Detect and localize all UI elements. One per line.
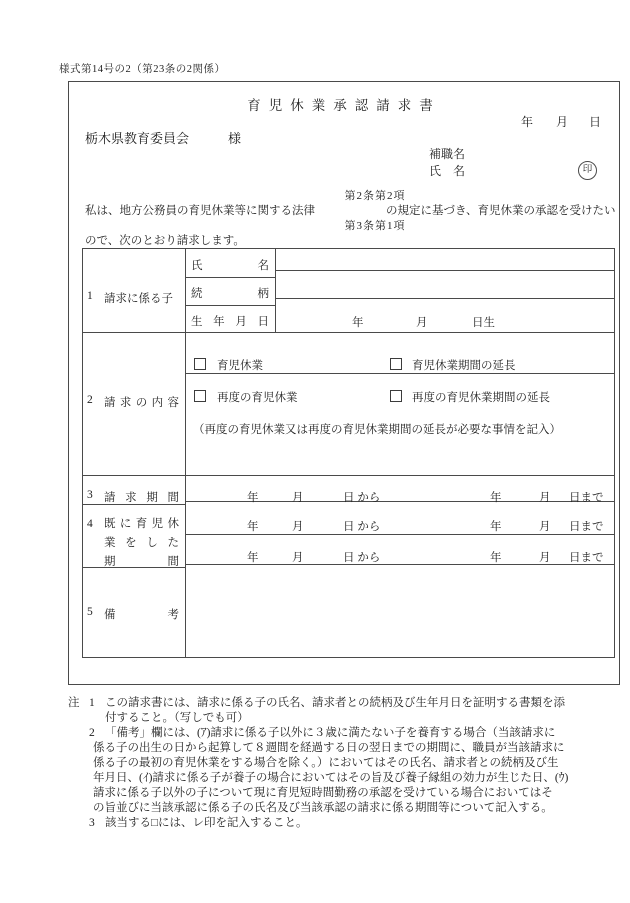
row1-label-text: 請求に係る子 (104, 293, 173, 305)
note-marker: 注 (68, 697, 80, 709)
birth-year-label: 年 (352, 317, 364, 329)
checkbox-second-extension[interactable] (390, 390, 402, 402)
rule-line (83, 332, 614, 333)
past-period1-year-to: 年 (490, 521, 502, 533)
past-period1-year-from: 年 (247, 521, 259, 533)
note2-number: 2 (89, 727, 95, 739)
intro-sentence-line2: ので、次のとおり請求します。 (85, 235, 245, 247)
birth-month-label: 月 (416, 317, 428, 329)
option-second-leave: 再度の育児休業 (217, 392, 298, 404)
past-period1-month-from: 月 (292, 521, 304, 533)
row5-label (87, 606, 179, 622)
intro-sentence-tail: の規定に基づき、育児休業の承認を受けたい (386, 205, 616, 217)
rule-line (185, 277, 275, 278)
rule-line (83, 475, 614, 476)
note3-number: 3 (89, 817, 95, 829)
position-title-label: 補職名 (429, 147, 466, 161)
rule-line (185, 305, 275, 306)
period-year-from: 年 (247, 492, 259, 504)
writing-line (275, 298, 614, 299)
note3-line1 (89, 814, 307, 830)
checkbox-leave-extension[interactable] (390, 358, 402, 370)
relationship-label: 続柄 (191, 288, 269, 300)
writing-line (185, 534, 614, 535)
period-day-to: 日まで (569, 492, 604, 504)
row4-label-line3: 期間 (104, 556, 179, 568)
rule-line (185, 373, 614, 374)
seal-stamp-icon: 印 (578, 161, 597, 180)
past-period2-month-to: 月 (539, 552, 551, 564)
row2-number: 2 (87, 394, 93, 406)
note1-line2: 付すること。（写しでも可） (105, 712, 249, 724)
note1-text1: この請求書には、請求に係る子の氏名、請求者との続柄及び生年月日を証明する書類を添 (105, 697, 565, 709)
request-table (82, 248, 615, 658)
note1-number: 1 (89, 697, 95, 709)
form-border-box (68, 81, 620, 685)
period-month-to: 月 (539, 492, 551, 504)
form-number: 様式第14号の2（第23条の2関係） (59, 64, 226, 75)
note2-line3: 係る子の最初の育児休業をする場合を除く。）においてはその氏名、請求者との続柄及び生 (93, 757, 559, 769)
row4-label-line2: 業をした (104, 537, 179, 549)
child-name-label: 氏名 (191, 260, 269, 272)
row3-number: 3 (87, 489, 93, 501)
note2-line4: 年月日、(ｲ)請求に係る子が養子の場合においてはその旨及び養子縁組の効力が生じた日、(ｳ) (93, 772, 569, 784)
option-childcare-leave: 育児休業 (217, 360, 263, 372)
intro-sentence-lead: 私は、地方公務員の育児休業等に関する法律 (85, 205, 315, 217)
birth-day-label: 日生 (472, 317, 495, 329)
header-date-month-label: 月 (556, 115, 569, 129)
note2-line6: の旨並びに当該承認に係る子の氏名及び当該承認の請求に係る期間等について記入する。 (93, 802, 553, 814)
past-period2-month-from: 月 (292, 552, 304, 564)
row1-number: 1 (87, 290, 93, 302)
row3-label-text: 請求期間 (104, 492, 179, 504)
row4-label-line1: 既に育児休 (104, 518, 179, 530)
past-period2-year-to: 年 (490, 552, 502, 564)
row2-label (87, 394, 179, 410)
past-period1-month-to: 月 (539, 521, 551, 533)
past-period2-day-from: 日 から (343, 552, 381, 564)
note1-line1 (68, 694, 565, 710)
row5-label-text: 備考 (104, 609, 179, 621)
writing-line (275, 270, 614, 271)
row4-label-text (104, 515, 179, 572)
addressee-honorific: 様 (228, 131, 242, 146)
addressee: 栃木県教育委員会 (85, 131, 190, 146)
law-clause-upper: 第2条第2項 (344, 190, 406, 202)
row4-number: 4 (87, 518, 93, 530)
note2-line1 (89, 724, 555, 740)
row2-label-text: 請求の内容 (104, 397, 179, 409)
applicant-name-label: 氏 名 (429, 164, 466, 178)
period-month-from: 月 (292, 492, 304, 504)
note3-text1: 該当する□には、レ印を記入すること。 (105, 817, 308, 829)
row5-number: 5 (87, 606, 93, 618)
header-date-day-label: 日 (589, 115, 602, 129)
law-clause-lower: 第3条第1項 (344, 220, 406, 232)
rule-line (275, 249, 276, 332)
note2-text1: 「備考」欄には、(ｱ)請求に係る子以外に３歳に満たない子を養育する場合（当該請求に (105, 727, 556, 739)
past-period2-day-to: 日まで (569, 552, 604, 564)
checkbox-second-leave[interactable] (194, 390, 206, 402)
option-second-extension: 再度の育児休業期間の延長 (412, 392, 550, 404)
birthdate-label: 生年月日 (191, 316, 269, 328)
past-period1-day-from: 日 から (343, 521, 381, 533)
row4-label (87, 515, 179, 572)
period-year-to: 年 (490, 492, 502, 504)
note2-line5: 請求に係る子以外の子について現に育児短時間勤務の承認を受けている場合においてはそ (93, 787, 553, 799)
row2-note: （再度の育児休業又は再度の育児休業期間の延長が必要な事情を記入） (193, 424, 561, 436)
past-period1-day-to: 日まで (569, 521, 604, 533)
period-day-from: 日 から (343, 492, 381, 504)
rule-line (185, 249, 186, 657)
option-leave-extension: 育児休業期間の延長 (412, 360, 516, 372)
header-date-year-label: 年 (521, 115, 534, 129)
note2-line2: 係る子の出生の日から起算して８週間を経過する日の翌日までの期間に、職員が当該請求に (93, 742, 565, 754)
row3-label (87, 489, 179, 505)
document-title: 育児休業承認請求書 (247, 98, 441, 113)
checkbox-childcare-leave[interactable] (194, 358, 206, 370)
past-period2-year-from: 年 (247, 552, 259, 564)
row1-label (87, 290, 179, 306)
